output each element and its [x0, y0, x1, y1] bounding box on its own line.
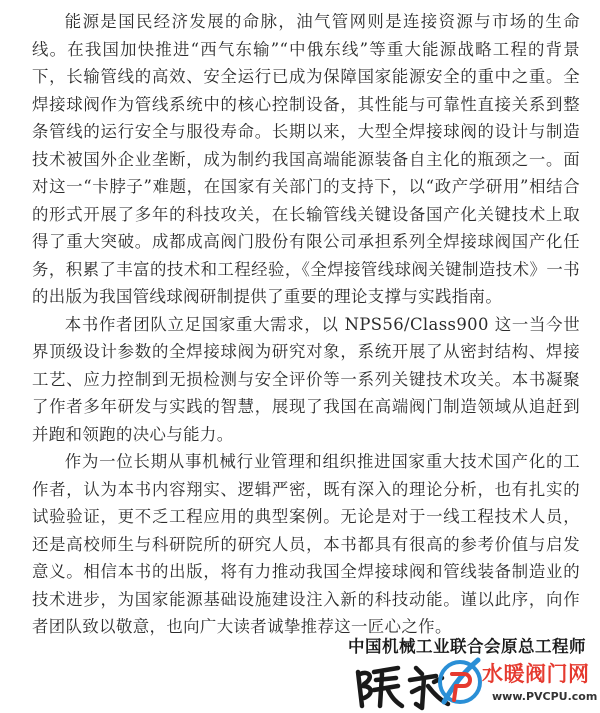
pen-swoosh-logo-icon: [438, 654, 484, 710]
watermark-name: 水暖阀门网: [482, 662, 590, 686]
signature-title: 中国机械工业联合会原总工程师: [348, 637, 586, 656]
site-watermark: [438, 652, 600, 713]
handwritten-signature: [352, 662, 452, 712]
paragraph-3: 作为一位长期从事机械行业管理和组织推进国家重大技术国产化的工作者，认为本书内容翔实、逻辑严密，既有深入的理论分析，也有扎实的试验验证，更不乏工程应用的典型案例。无论是对于一线工程技术人员，还是高校师生与科研院所的研究人员，本书都具有很高的参考价值与启发意义。相信本书的出版，将有力推动我国全焊接球阀和管线装备制造业的技术进步，为国家能源基础设施建设注入新的科技动能。谨以此序，向作者团队致以敬意，也向广大读者诚挚推荐这一匠心之作。: [32, 452, 580, 636]
paragraph-1: 能源是国民经济发展的命脉，油气管网则是连接资源与市场的生命线。在我国加快推进“西气东输”“中俄东线”等重大能源战略工程的背景下，长输管线的高效、安全运行已成为保障国家能源安全的重中之重。全焊接球阀作为管线系统中的核心控制设备，其性能与可靠性直接关系到整条管线的运行安全与服役寿命。长期以来，大型全焊接球阀的设计与制造技术被国外企业垄断，成为制约我国高端能源装备自主化的瓶颈之一。面对这一“卡脖子”难题，在国家有关部门的支持下，以“政产学研用”相结合的形式开展了多年的科技攻关，在长输管线关键设备国产化关键技术上取得了重大突破。成都成高阀门股份有限公司承担系列全焊接球阀国产化任务，积累了丰富的技术和工程经验，《全焊接管线球阀关键制造技术》一书的出版为我国管线球阀研制提供了重要的理论支撑与实践指南。: [32, 12, 580, 306]
paragraph-2: 本书作者团队立足国家重大需求，以 NPS56/Class900 这一当今世界顶级设计参数的全焊接球阀为研究对象，系统开展了从密封结构、焊接工艺、应力控制到无损检测与安全评价等一系列关键技术攻关。本书凝聚了作者多年研发与实践的智慧，展现了我国在高端阀门制造领域从追赶到并跑和领跑的决心与能力。: [32, 314, 580, 444]
preface-body: [32, 8, 580, 641]
watermark-url: www.PVCPU.com: [492, 690, 598, 703]
